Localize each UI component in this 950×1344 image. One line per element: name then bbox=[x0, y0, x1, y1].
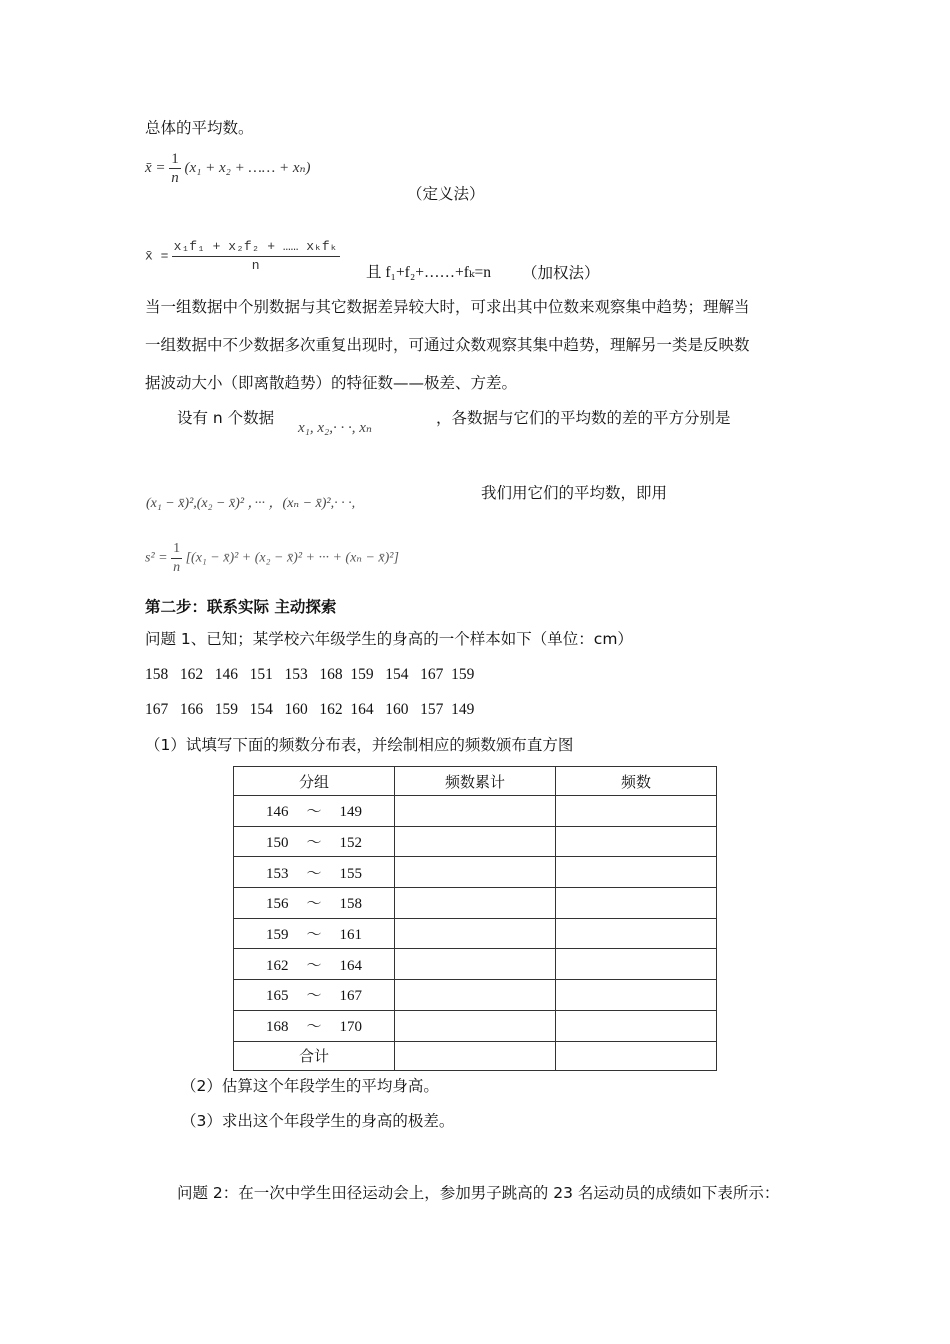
frequency-cell[interactable] bbox=[556, 796, 717, 827]
table-row bbox=[234, 1010, 717, 1041]
header-group: 分组 bbox=[234, 767, 395, 796]
table-row bbox=[234, 857, 717, 888]
cumulative-cell[interactable] bbox=[395, 857, 556, 888]
definition-label: （定义法） bbox=[407, 185, 485, 203]
frequency-cell[interactable] bbox=[556, 888, 717, 919]
table-row bbox=[234, 949, 717, 980]
sub-question-1: （1）试填写下面的频数分布表，并绘制相应的频数颁布直方图 bbox=[145, 736, 574, 754]
table-row bbox=[234, 980, 717, 1011]
mean-formula: x̄ = $\frac{1}{n}$ (x₁ + x₂ + …… + xₙ) bbox=[145, 151, 311, 186]
paragraph-line: 据波动大小（即离散趋势）的特征数——极差、方差。 bbox=[145, 374, 518, 392]
table-row bbox=[234, 888, 717, 919]
cumulative-cell[interactable] bbox=[395, 1010, 556, 1041]
table-row bbox=[234, 796, 717, 827]
header-cumulative: 频数累计 bbox=[395, 767, 556, 796]
cumulative-cell[interactable] bbox=[395, 826, 556, 857]
cumulative-cell[interactable] bbox=[395, 980, 556, 1011]
intro-line: 总体的平均数。 bbox=[145, 119, 254, 137]
table-row bbox=[234, 918, 717, 949]
sub-question-2: （2）估算这个年段学生的平均身高。 bbox=[181, 1077, 439, 1095]
sub-question-3: （3）求出这个年段学生的身高的极差。 bbox=[181, 1112, 455, 1130]
cumulative-cell[interactable] bbox=[395, 918, 556, 949]
table-total-row bbox=[234, 1041, 717, 1070]
weighted-mean-formula: x̄ = $\frac{\text{x₁f₁ + x₂f₂ + …… xₖfₖ}}{n}$ bbox=[145, 239, 338, 273]
header-frequency: 频数 bbox=[556, 767, 717, 796]
step-heading: 第二步：联系实际 主动探索 bbox=[145, 598, 337, 616]
table-row bbox=[234, 826, 717, 857]
frequency-cell[interactable] bbox=[556, 826, 717, 857]
total-label: 合计 bbox=[234, 1041, 395, 1070]
group-cell: 146 ～ 149 bbox=[234, 796, 395, 827]
squared-diff-formula: (x₁ − x̄)²,(x₂ − x̄)² ，··· ，(xₙ − x̄)²,· · ·, bbox=[146, 496, 356, 511]
variance-formula: s² = $\frac{1}{n}$ [(x₁ − x̄)² + (x₂ − x̄)² + ··· + (xₙ − x̄)²] bbox=[145, 541, 399, 575]
group-cell: 159 ～ 161 bbox=[234, 918, 395, 949]
group-cell: 150 ～ 152 bbox=[234, 826, 395, 857]
question-1: 问题 1、已知；某学校六年级学生的身高的一个样本如下（单位：cm） bbox=[145, 630, 633, 648]
weighted-condition: 且 f₁+f₂+……+fₖ=n bbox=[366, 264, 492, 281]
average-text: 我们用它们的平均数，即用 bbox=[481, 484, 668, 502]
cumulative-cell[interactable] bbox=[395, 949, 556, 980]
frequency-cell[interactable] bbox=[556, 980, 717, 1011]
group-cell: 162 ～ 164 bbox=[234, 949, 395, 980]
data-list-formula: x₁, x₂,· · ·, xₙ bbox=[298, 420, 372, 436]
group-cell: 153 ～ 155 bbox=[234, 857, 395, 888]
frequency-cell[interactable] bbox=[556, 1041, 717, 1070]
cumulative-cell[interactable] bbox=[395, 1041, 556, 1070]
data-row: 158 162 146 151 153 168 159 154 167 159 bbox=[145, 666, 475, 683]
data-set-suffix: ，各数据与它们的平均数的差的平方分别是 bbox=[436, 409, 731, 427]
group-cell: 156 ～ 158 bbox=[234, 888, 395, 919]
weighted-label: （加权法） bbox=[522, 264, 600, 282]
frequency-cell[interactable] bbox=[556, 918, 717, 949]
frequency-cell[interactable] bbox=[556, 949, 717, 980]
frequency-table bbox=[233, 766, 717, 1071]
data-set-intro: 设有 n 个数据 bbox=[177, 409, 275, 427]
cumulative-cell[interactable] bbox=[395, 888, 556, 919]
group-cell: 165 ～ 167 bbox=[234, 980, 395, 1011]
paragraph-line: 一组数据中不少数据多次重复出现时，可通过众数观察其集中趋势，理解另一类是反映数 bbox=[145, 336, 750, 354]
frequency-cell[interactable] bbox=[556, 857, 717, 888]
question-2: 问题 2：在一次中学生田径运动会上，参加男子跳高的 23 名运动员的成绩如下表所示： bbox=[177, 1184, 780, 1202]
group-cell: 168 ～ 170 bbox=[234, 1010, 395, 1041]
table-header-row bbox=[234, 767, 717, 796]
paragraph-line: 当一组数据中个别数据与其它数据差异较大时，可求出其中位数来观察集中趋势；理解当 bbox=[145, 298, 750, 316]
data-row: 167 166 159 154 160 162 164 160 157 149 bbox=[145, 701, 475, 718]
frequency-cell[interactable] bbox=[556, 1010, 717, 1041]
cumulative-cell[interactable] bbox=[395, 796, 556, 827]
